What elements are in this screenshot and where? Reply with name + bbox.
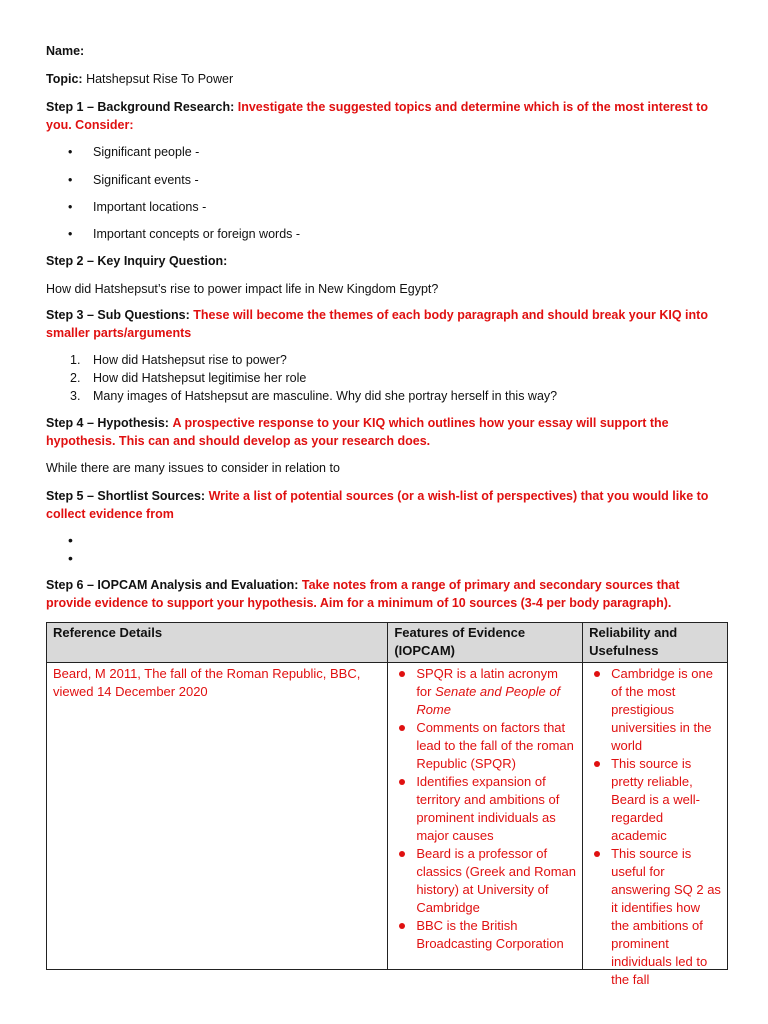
reference-text: Beard, M 2011, The fall of the Roman Republic, BBC, viewed 14 December 2020 [53,666,361,699]
step6-line [46,576,728,612]
list-item: • Important locations - [68,200,207,214]
list-item: • Important concepts or foreign words - [68,227,301,241]
table-header-row [47,623,728,663]
step2-label: Step 2 – Key Inquiry Question: [46,254,228,268]
iopcam-table [46,622,728,987]
step5-label: Step 5 – Shortlist Sources: [46,489,206,503]
step5-instruction: Write a list of potential sources (or a wish-list of perspectives) that you would like to collect evidence from [46,489,709,521]
step4-line [46,414,728,450]
features-cell [388,663,583,970]
list-item: This source is pretty reliable, Beard is a well-regarded academic [611,755,721,845]
header-features-of-evidence: Features of Evidence (IOPCAM) [388,623,583,663]
step5-line [46,487,728,523]
table-row [47,663,728,970]
list-item: Beard is a professor of classics (Greek and Roman history) at University of Cambridge [416,846,576,915]
step1-label: Step 1 – Background Research: [46,100,235,114]
list-item: • Significant events - [68,173,199,187]
topic-text: Hatshepsut Rise To Power [86,72,234,86]
list-item: BBC is the British Broadcasting Corporation [416,917,576,953]
step6-instruction: Take notes from a range of primary and secondary sources that provide evidence to support your hypothesis. Aim for a minimum of 10 sources (3-4 per body paragraph). [46,578,680,610]
list-item: Cambridge is one of the most prestigious universities in the world [611,665,721,755]
list-item: Comments on factors that lead to the fall of the roman Republic (SPQR) [416,719,576,773]
topic-line [46,70,728,88]
reliability-cell [583,663,728,987]
bullet-text: Significant events - [93,173,199,187]
step1-line [46,98,728,134]
hypothesis-draft: While there are many issues to consider in relation to [46,461,340,475]
list-item: 2. How did Hatshepsut legitimise her role [70,371,307,385]
header-reference-details: Reference Details [47,623,388,663]
features-list [394,665,576,953]
header-reliability-usefulness: Reliability and Usefulness [583,623,728,663]
step2-question: How did Hatshepsut’s rise to power impact life in New Kingdom Egypt? [46,282,439,296]
step1-instruction: Investigate the suggested topics and determine which is of the most interest to you. Consider: [46,100,708,132]
topic-label: Topic: [46,72,83,86]
name-label: Name: [46,44,85,58]
step3-line [46,306,728,342]
step4-label: Step 4 – Hypothesis: [46,416,169,430]
step3-instruction: These will become the themes of each body paragraph and should break your KIQ into smaller parts/arguments [46,308,708,340]
list-item: 1. How did Hatshepsut rise to power? [70,353,287,367]
empty-bullet: • [68,550,73,566]
list-item: Identifies expansion of territory and ambitions of prominent individuals as major causes [416,773,576,845]
step4-instruction: A prospective response to your KIQ which outlines how your essay will support the hypothesis. This can and should develop as your research does. [46,416,669,448]
list-item: 3. Many images of Hatshepsut are masculine. Why did she portray herself in this way? [70,389,558,403]
bullet-text: Important locations - [93,200,207,214]
list-item: SPQR is a latin acronym for Senate and People of Rome [416,665,576,719]
reference-cell [47,663,388,970]
bullet-text: Important concepts or foreign words - [93,227,301,241]
step6-label: Step 6 – IOPCAM Analysis and Evaluation: [46,578,299,592]
list-item: This source is useful for answering SQ 2 as it identifies how the ambitions of prominent individuals led to the fall [611,846,721,987]
empty-bullet: • [68,532,73,548]
bullet-text: Significant people - [93,145,200,159]
list-item: • Significant people - [68,145,200,159]
reliability-list [589,665,721,989]
step3-label: Step 3 – Sub Questions: [46,308,190,322]
